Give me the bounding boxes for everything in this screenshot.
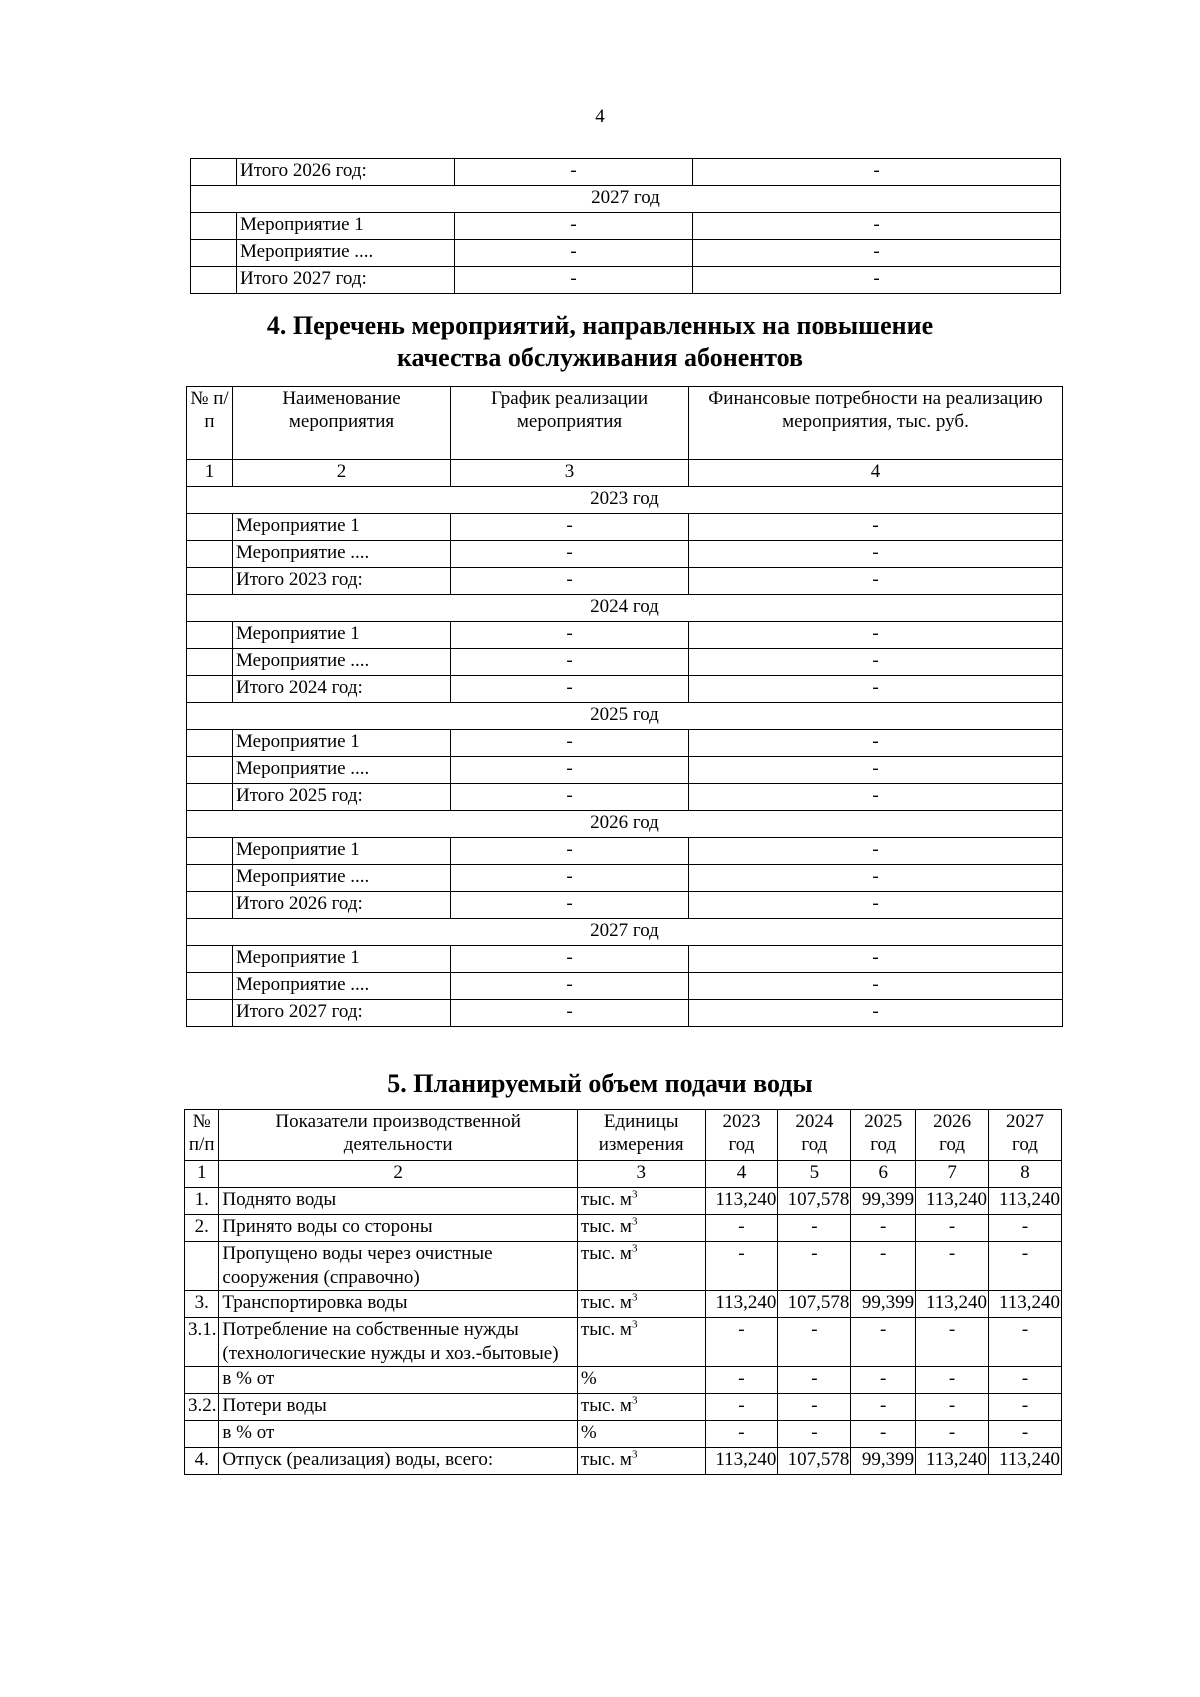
activities-table — [186, 386, 1063, 1027]
year-value: - — [989, 1394, 1062, 1421]
activity-finance: - — [693, 240, 1061, 267]
table-row — [185, 1367, 1062, 1394]
activity-schedule: - — [451, 892, 689, 919]
table-row — [191, 267, 1061, 294]
activity-schedule: - — [451, 865, 689, 892]
table-row — [187, 892, 1063, 919]
unit-superscript: 3 — [631, 1291, 638, 1304]
unit-superscript: 3 — [631, 1188, 638, 1201]
section4-title-line2: качества обслуживания абонентов — [396, 343, 804, 372]
col-number: 4 — [689, 460, 1063, 487]
activity-finance: - — [689, 757, 1063, 784]
table-row — [185, 1291, 1062, 1318]
header-year: 2025 год — [851, 1110, 916, 1161]
continuation-table — [190, 158, 1061, 294]
row-num — [185, 1421, 219, 1448]
activity-schedule: - — [451, 649, 689, 676]
table-row — [187, 784, 1063, 811]
table-row — [187, 649, 1063, 676]
unit-superscript: 3 — [631, 1242, 638, 1255]
activity-name: Мероприятие 1 — [233, 622, 451, 649]
table-row — [191, 240, 1061, 267]
header-num: № п/п — [185, 1110, 219, 1161]
row-num-cell — [187, 568, 233, 595]
year-value: - — [778, 1215, 851, 1242]
unit-cell — [577, 1291, 705, 1318]
indicator-name: Поднято воды — [219, 1188, 577, 1215]
year-value: 99,399 — [851, 1188, 916, 1215]
table-row — [185, 1242, 1062, 1291]
unit-text: % — [580, 1422, 597, 1443]
table-row — [191, 213, 1061, 240]
unit-text: тыс. м — [580, 1243, 632, 1264]
activity-schedule: - — [455, 159, 693, 186]
activity-schedule: - — [451, 541, 689, 568]
activity-finance: - — [693, 213, 1061, 240]
activity-finance: - — [689, 946, 1063, 973]
section4-title — [0, 310, 1200, 374]
year-label: 2027 год — [191, 186, 1061, 213]
year-value: - — [989, 1421, 1062, 1448]
activity-name: Мероприятие 1 — [233, 730, 451, 757]
unit-superscript: 3 — [631, 1394, 638, 1407]
row-num-cell — [187, 757, 233, 784]
year-value: - — [778, 1394, 851, 1421]
year-value: - — [916, 1394, 989, 1421]
year-value: - — [851, 1367, 916, 1394]
row-num-cell — [187, 892, 233, 919]
table-row — [187, 541, 1063, 568]
year-value: - — [705, 1318, 778, 1367]
row-num-cell — [191, 159, 237, 186]
table-row — [187, 622, 1063, 649]
activity-schedule: - — [451, 1000, 689, 1027]
header-indicator: Показатели производственной деятельности — [219, 1110, 577, 1161]
row-num: 4. — [185, 1448, 219, 1475]
table-row — [187, 730, 1063, 757]
table-row — [187, 973, 1063, 1000]
year-row — [187, 595, 1063, 622]
year-label: 2024 год — [187, 595, 1063, 622]
col-number: 2 — [219, 1161, 577, 1188]
col-number: 2 — [233, 460, 451, 487]
year-value: - — [989, 1318, 1062, 1367]
year-row — [187, 487, 1063, 514]
table-row — [187, 757, 1063, 784]
row-num: 3.2. — [185, 1394, 219, 1421]
table-row — [187, 838, 1063, 865]
year-value: - — [989, 1242, 1062, 1291]
activity-schedule: - — [455, 213, 693, 240]
year-value: 113,240 — [916, 1188, 989, 1215]
unit-text: тыс. м — [580, 1216, 632, 1237]
table-header-row — [185, 1110, 1062, 1161]
activity-schedule: - — [451, 838, 689, 865]
activity-name: Итого 2026 год: — [237, 159, 455, 186]
activity-name: Итого 2027 год: — [233, 1000, 451, 1027]
year-value: - — [705, 1421, 778, 1448]
section4-title-line1: 4. Перечень мероприятий, направленных на повышение — [266, 311, 934, 340]
year-value: - — [778, 1318, 851, 1367]
row-num-cell — [191, 267, 237, 294]
activity-name: Мероприятие .... — [233, 865, 451, 892]
unit-cell — [577, 1448, 705, 1475]
table-row — [187, 676, 1063, 703]
row-num: 2. — [185, 1215, 219, 1242]
header-unit: Единицы измерения — [577, 1110, 705, 1161]
unit-cell — [577, 1188, 705, 1215]
header-num: № п/п — [187, 387, 233, 460]
unit-cell — [577, 1421, 705, 1448]
header-year: 2024 год — [778, 1110, 851, 1161]
activity-finance: - — [689, 541, 1063, 568]
activity-finance: - — [689, 730, 1063, 757]
unit-text: тыс. м — [580, 1395, 632, 1416]
indicator-name: Принято воды со стороны — [219, 1215, 577, 1242]
year-value: - — [705, 1367, 778, 1394]
row-num: 3. — [185, 1291, 219, 1318]
header-year: 2027 год — [989, 1110, 1062, 1161]
year-label: 2027 год — [187, 919, 1063, 946]
activity-schedule: - — [451, 946, 689, 973]
activity-name: Мероприятие 1 — [233, 514, 451, 541]
year-label: 2023 год — [187, 487, 1063, 514]
col-number: 3 — [577, 1161, 705, 1188]
row-num: 1. — [185, 1188, 219, 1215]
page-number: 4 — [595, 106, 605, 127]
table-row — [187, 568, 1063, 595]
activity-finance: - — [689, 1000, 1063, 1027]
indicator-name: Пропущено воды через очистные сооружения (справочно) — [219, 1242, 577, 1291]
activity-finance: - — [689, 892, 1063, 919]
row-num-cell — [187, 838, 233, 865]
unit-cell — [577, 1215, 705, 1242]
unit-cell — [577, 1394, 705, 1421]
unit-cell — [577, 1242, 705, 1291]
header-name: Наименование мероприятия — [233, 387, 451, 460]
col-number: 3 — [451, 460, 689, 487]
activity-schedule: - — [455, 267, 693, 294]
activity-finance: - — [693, 159, 1061, 186]
row-num-cell — [187, 946, 233, 973]
activity-name: Мероприятие .... — [233, 973, 451, 1000]
activity-name: Итого 2026 год: — [233, 892, 451, 919]
year-label: 2026 год — [187, 811, 1063, 838]
table-row — [185, 1318, 1062, 1367]
row-num-cell — [187, 514, 233, 541]
year-value: 113,240 — [705, 1291, 778, 1318]
year-value: - — [851, 1394, 916, 1421]
col-number: 5 — [778, 1161, 851, 1188]
row-num-cell — [191, 240, 237, 267]
row-num-cell — [187, 649, 233, 676]
column-number-row — [187, 460, 1063, 487]
unit-superscript: 3 — [631, 1318, 638, 1331]
unit-cell — [577, 1367, 705, 1394]
year-value: 107,578 — [778, 1188, 851, 1215]
table-row — [187, 1000, 1063, 1027]
table-row — [185, 1421, 1062, 1448]
header-schedule: График реализации мероприятия — [451, 387, 689, 460]
unit-cell — [577, 1318, 705, 1367]
year-value: - — [851, 1215, 916, 1242]
activity-schedule: - — [451, 676, 689, 703]
activity-name: Мероприятие 1 — [237, 213, 455, 240]
header-finance: Финансовые потребности на реализацию мероприятия, тыс. руб. — [689, 387, 1063, 460]
year-value: - — [778, 1367, 851, 1394]
table-row — [185, 1448, 1062, 1475]
unit-text: тыс. м — [580, 1189, 632, 1210]
table-row — [187, 865, 1063, 892]
row-num — [185, 1367, 219, 1394]
activity-schedule: - — [451, 730, 689, 757]
indicator-name: в % от — [219, 1367, 577, 1394]
year-value: 99,399 — [851, 1448, 916, 1475]
col-number: 4 — [705, 1161, 778, 1188]
activity-name: Мероприятие 1 — [233, 838, 451, 865]
table-row — [185, 1188, 1062, 1215]
year-row — [191, 186, 1061, 213]
row-num-cell — [187, 622, 233, 649]
activity-finance: - — [689, 784, 1063, 811]
table-row — [187, 514, 1063, 541]
activity-finance: - — [689, 973, 1063, 1000]
year-value: - — [916, 1318, 989, 1367]
col-number: 1 — [187, 460, 233, 487]
year-value: - — [916, 1215, 989, 1242]
row-num-cell — [187, 676, 233, 703]
year-value: 113,240 — [705, 1188, 778, 1215]
year-value: - — [851, 1421, 916, 1448]
indicator-name: в % от — [219, 1421, 577, 1448]
year-value: - — [916, 1242, 989, 1291]
unit-text: тыс. м — [580, 1292, 632, 1313]
year-value: 107,578 — [778, 1291, 851, 1318]
year-value: - — [851, 1318, 916, 1367]
row-num-cell — [187, 541, 233, 568]
activity-name: Мероприятие .... — [237, 240, 455, 267]
year-value: 113,240 — [916, 1291, 989, 1318]
year-value: 99,399 — [851, 1291, 916, 1318]
table-row — [191, 159, 1061, 186]
activity-schedule: - — [451, 784, 689, 811]
unit-text: % — [580, 1368, 597, 1389]
year-value: - — [705, 1242, 778, 1291]
year-value: - — [916, 1367, 989, 1394]
activity-name: Итого 2024 год: — [233, 676, 451, 703]
row-num-cell — [191, 213, 237, 240]
activity-schedule: - — [451, 973, 689, 1000]
col-number: 8 — [989, 1161, 1062, 1188]
header-year: 2023 год — [705, 1110, 778, 1161]
header-year: 2026 год — [916, 1110, 989, 1161]
activity-finance: - — [689, 676, 1063, 703]
year-value: - — [851, 1242, 916, 1291]
year-value: - — [778, 1242, 851, 1291]
section5-title: 5. Планируемый объем подачи воды — [387, 1069, 813, 1098]
activity-schedule: - — [451, 514, 689, 541]
activity-schedule: - — [451, 757, 689, 784]
unit-superscript: 3 — [631, 1448, 638, 1461]
year-value: 113,240 — [989, 1188, 1062, 1215]
activity-name: Мероприятие 1 — [233, 946, 451, 973]
table-row — [185, 1215, 1062, 1242]
year-value: 113,240 — [916, 1448, 989, 1475]
indicator-name: Транспортировка воды — [219, 1291, 577, 1318]
activity-name: Итого 2023 год: — [233, 568, 451, 595]
activity-name: Мероприятие .... — [233, 541, 451, 568]
year-value: - — [705, 1394, 778, 1421]
row-num-cell — [187, 1000, 233, 1027]
activity-finance: - — [689, 622, 1063, 649]
col-number: 1 — [185, 1161, 219, 1188]
row-num-cell — [187, 784, 233, 811]
indicator-name: Потребление на собственные нужды (технологические нужды и хоз.-бытовые) — [219, 1318, 577, 1367]
year-label: 2025 год — [187, 703, 1063, 730]
column-number-row — [185, 1161, 1062, 1188]
activity-finance: - — [693, 267, 1061, 294]
water-supply-table — [184, 1109, 1062, 1475]
activity-finance: - — [689, 649, 1063, 676]
activity-finance: - — [689, 568, 1063, 595]
unit-text: тыс. м — [580, 1449, 632, 1470]
year-value: - — [989, 1215, 1062, 1242]
year-row — [187, 703, 1063, 730]
activity-name: Мероприятие .... — [233, 649, 451, 676]
year-value: 113,240 — [705, 1448, 778, 1475]
year-value: - — [916, 1421, 989, 1448]
table-row — [185, 1394, 1062, 1421]
activity-name: Мероприятие .... — [233, 757, 451, 784]
year-value: 113,240 — [989, 1291, 1062, 1318]
activity-finance: - — [689, 514, 1063, 541]
activity-schedule: - — [451, 568, 689, 595]
activity-finance: - — [689, 838, 1063, 865]
year-value: - — [705, 1215, 778, 1242]
indicator-name: Отпуск (реализация) воды, всего: — [219, 1448, 577, 1475]
row-num — [185, 1242, 219, 1291]
row-num-cell — [187, 865, 233, 892]
table-header-row — [187, 387, 1063, 460]
col-number: 7 — [916, 1161, 989, 1188]
indicator-name: Потери воды — [219, 1394, 577, 1421]
activity-finance: - — [689, 865, 1063, 892]
activity-schedule: - — [455, 240, 693, 267]
year-row — [187, 919, 1063, 946]
col-number: 6 — [851, 1161, 916, 1188]
year-row — [187, 811, 1063, 838]
unit-superscript: 3 — [631, 1215, 638, 1228]
activity-schedule: - — [451, 622, 689, 649]
unit-text: тыс. м — [580, 1319, 632, 1340]
table-row — [187, 946, 1063, 973]
row-num-cell — [187, 730, 233, 757]
activity-name: Итого 2027 год: — [237, 267, 455, 294]
activity-name: Итого 2025 год: — [233, 784, 451, 811]
year-value: - — [989, 1367, 1062, 1394]
row-num-cell — [187, 973, 233, 1000]
year-value: - — [778, 1421, 851, 1448]
year-value: 113,240 — [989, 1448, 1062, 1475]
year-value: 107,578 — [778, 1448, 851, 1475]
row-num: 3.1. — [185, 1318, 219, 1367]
